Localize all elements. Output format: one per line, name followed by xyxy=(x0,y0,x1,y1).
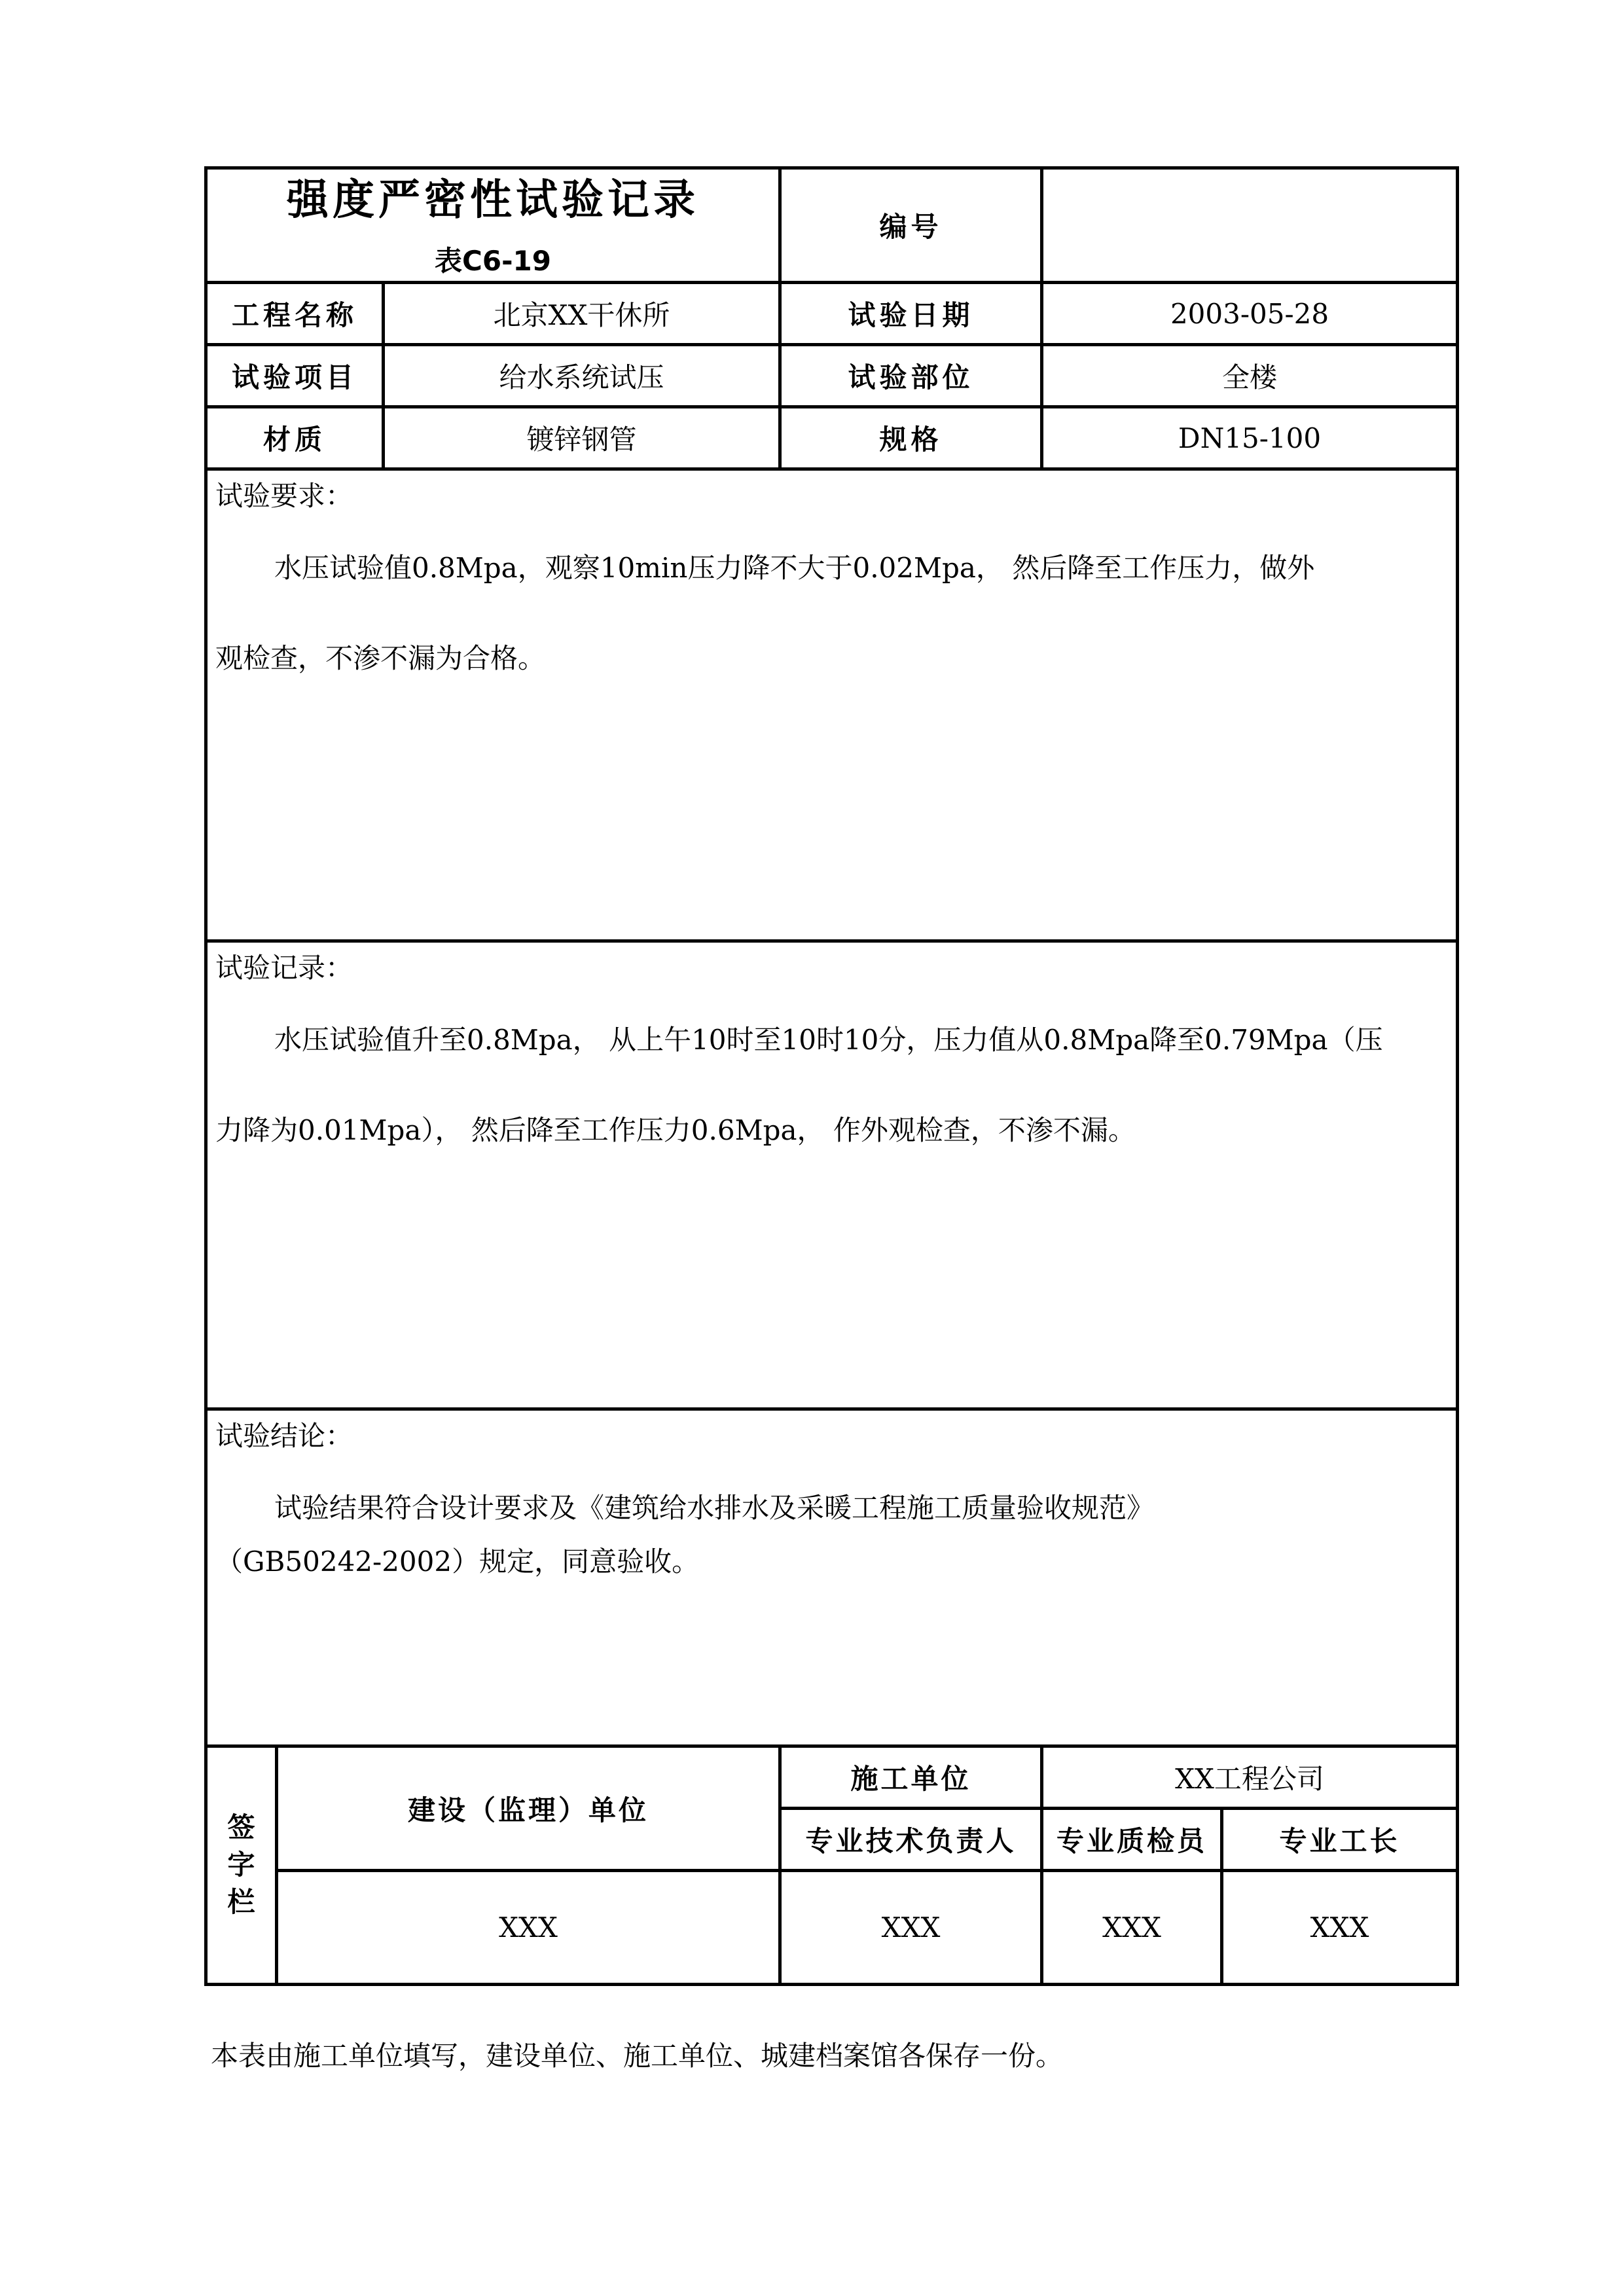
owner-signature[interactable]: XXX xyxy=(277,1871,780,1985)
form-title: 强度严密性试验记录 xyxy=(287,176,700,225)
tech-lead-signature[interactable]: XXX xyxy=(780,1871,1042,1985)
number-field[interactable] xyxy=(1042,168,1458,283)
conclusion-line-1: 试验结果符合设计要求及《建筑给水排水及采暖工程施工质量验收规范》 xyxy=(274,1492,1155,1524)
project-name-value: 北京XX干休所 xyxy=(384,283,780,345)
signature-side-label: 签 字 栏 xyxy=(206,1746,277,1985)
test-date-value: 2003-05-28 xyxy=(1042,283,1458,345)
contractor-name: XX工程公司 xyxy=(1042,1746,1458,1809)
form-title-cell xyxy=(206,168,780,283)
tech-lead-label: 专业技术负责人 xyxy=(780,1809,1042,1871)
foreman-signature[interactable]: XXX xyxy=(1222,1871,1458,1985)
test-item-value: 给水系统试压 xyxy=(384,345,780,407)
test-part-label: 试验部位 xyxy=(780,345,1042,407)
record-heading: 试验记录： xyxy=(215,952,353,984)
material-value: 镀锌钢管 xyxy=(384,407,780,469)
form-code: 表C6-19 xyxy=(435,245,551,277)
owner-unit-label: 建设（监理）单位 xyxy=(277,1746,780,1871)
number-label: 编号 xyxy=(780,168,1042,283)
qc-inspector-signature[interactable]: XXX xyxy=(1042,1871,1222,1985)
test-part-value: 全楼 xyxy=(1042,345,1458,407)
spec-label: 规格 xyxy=(780,407,1042,469)
qc-inspector-label: 专业质检员 xyxy=(1042,1809,1222,1871)
conclusion-section xyxy=(206,1409,1458,1746)
project-name-label: 工程名称 xyxy=(206,283,384,345)
spec-value: DN15-100 xyxy=(1042,407,1458,469)
test-date-label: 试验日期 xyxy=(780,283,1042,345)
test-record-form xyxy=(204,166,1459,1986)
test-item-label: 试验项目 xyxy=(206,345,384,407)
requirements-line-2: 观检查，不渗不漏为合格。 xyxy=(215,642,546,674)
contractor-label: 施工单位 xyxy=(780,1746,1042,1809)
record-line-1: 水压试验值升至0.8Mpa， 从上午10时至10时10分，压力值从0.8Mpa降至0.79Mpa（压 xyxy=(274,1024,1383,1056)
requirements-heading: 试验要求： xyxy=(215,480,353,512)
record-line-2: 力降为0.01Mpa）， 然后降至工作压力0.6Mpa， 作外观检查，不渗不漏。 xyxy=(215,1114,1136,1146)
form-footnote: 本表由施工单位填写，建设单位、施工单位、城建档案馆各保存一份。 xyxy=(211,2040,1064,2072)
conclusion-heading: 试验结论： xyxy=(215,1420,353,1452)
requirements-line-1: 水压试验值0.8Mpa，观察10min压力降不大于0.02Mpa， 然后降至工作压力，做外 xyxy=(274,552,1315,584)
conclusion-line-2: （GB50242-2002）规定，同意验收。 xyxy=(215,1545,700,1578)
record-section xyxy=(206,941,1458,1409)
requirements-section xyxy=(206,469,1458,941)
foreman-label: 专业工长 xyxy=(1222,1809,1458,1871)
material-label: 材质 xyxy=(206,407,384,469)
